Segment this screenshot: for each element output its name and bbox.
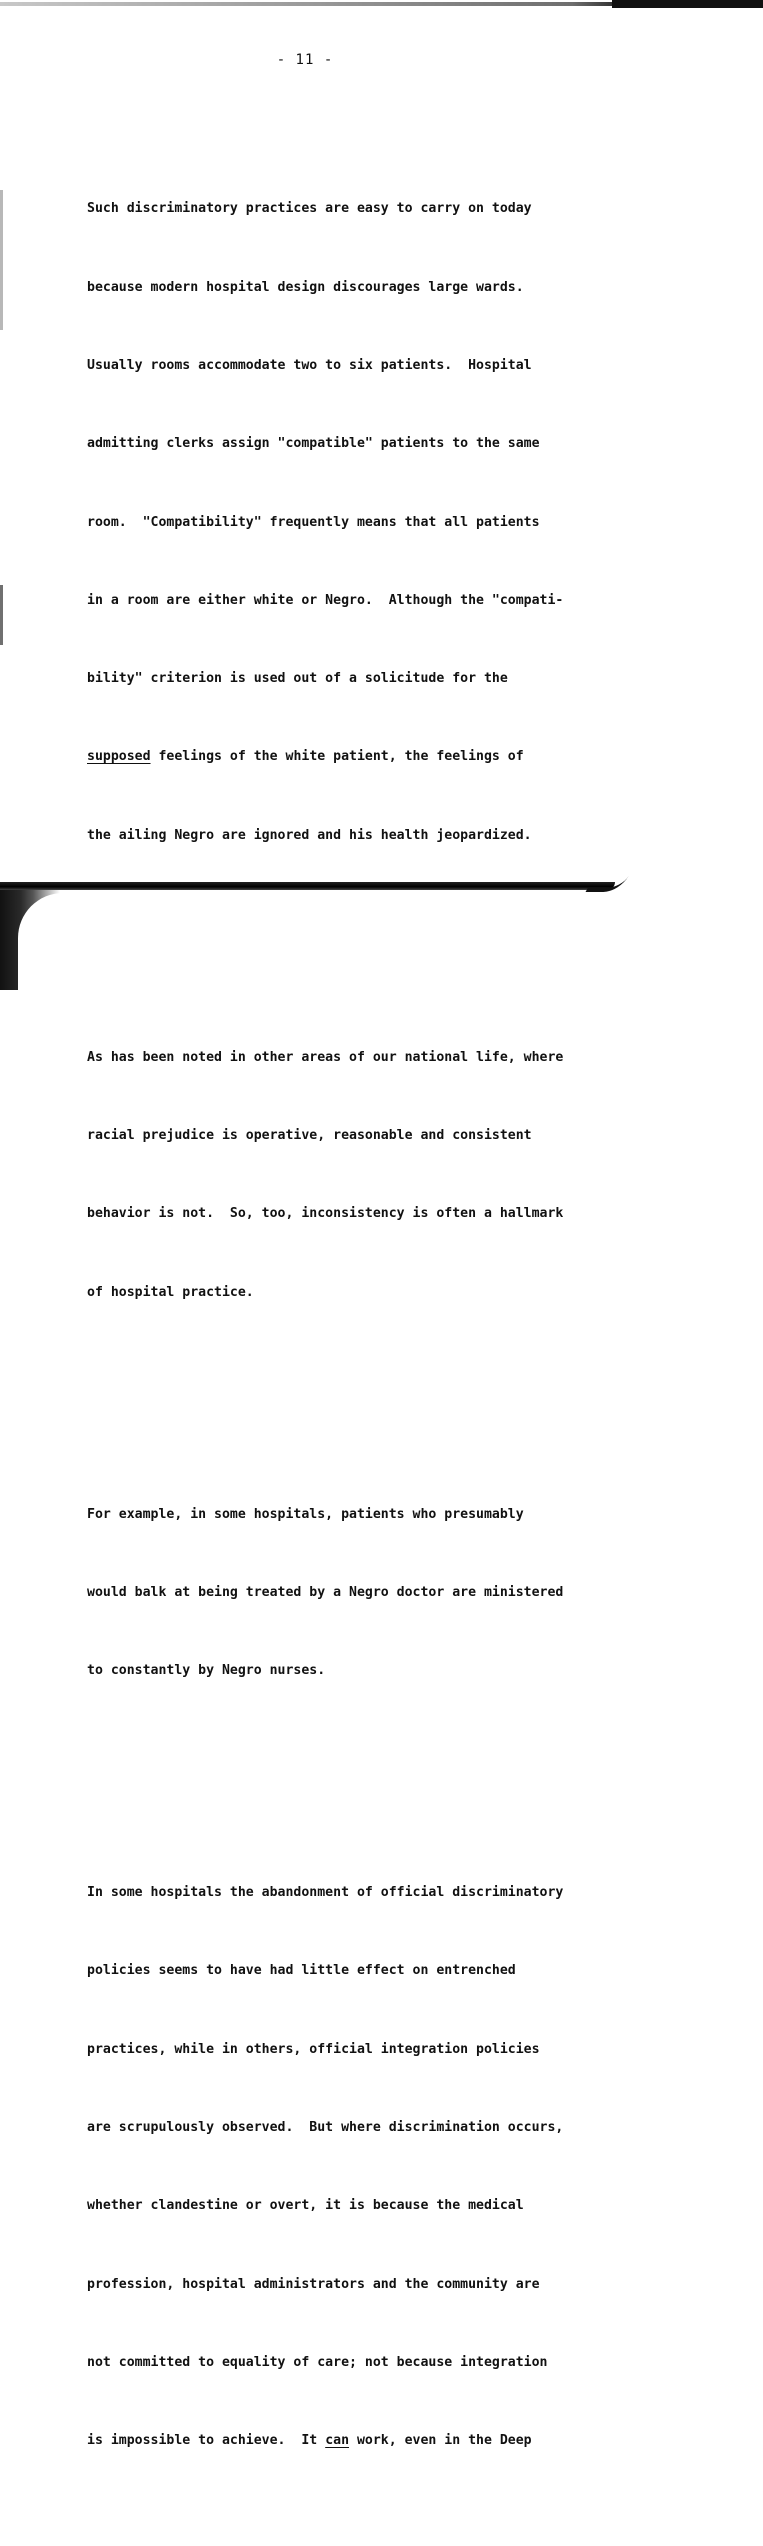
text-line: admitting clerks assign "compatible" patients to the same bbox=[87, 436, 540, 452]
text-line: practices, while in others, official integration policies bbox=[87, 2041, 540, 2057]
text-line bbox=[87, 2428, 587, 2454]
underlined-word: can bbox=[325, 2433, 350, 2449]
text-line: racial prejudice is operative, reasonable and consistent bbox=[87, 1127, 532, 1143]
bottom-edge-rule bbox=[0, 882, 615, 890]
text-line: are scrupulously observed. But where discrimination occurs, bbox=[87, 2120, 564, 2136]
text-fragment: is impossible to achieve. It bbox=[87, 2433, 326, 2449]
text-line: of hospital practice. bbox=[87, 1284, 254, 1300]
text-line: in a room are either white or Negro. Although the "compati- bbox=[87, 592, 564, 608]
text-line: room. "Compatibility" frequently means that all patients bbox=[87, 514, 540, 530]
text-line bbox=[87, 744, 587, 770]
page-number: - 11 - bbox=[276, 52, 334, 68]
text-line: Usually rooms accommodate two to six patients. Hospital bbox=[87, 357, 532, 373]
paragraph-1 bbox=[87, 144, 587, 901]
text-line: not committed to equality of care; not because integration bbox=[87, 2354, 548, 2370]
text-line: whether clandestine or overt, it is because the medical bbox=[87, 2198, 524, 2214]
paragraph-3 bbox=[87, 1449, 587, 1736]
text-line: As has been noted in other areas of our national life, where bbox=[87, 1049, 564, 1065]
top-edge-rule-dark bbox=[612, 0, 763, 8]
text-line: For example, in some hospitals, patients who presumably bbox=[87, 1506, 524, 1522]
paragraph-4 bbox=[87, 1828, 587, 2506]
text-line: bility" criterion is used out of a solicitude for the bbox=[87, 671, 508, 687]
paragraph-2 bbox=[87, 992, 587, 1357]
left-margin-scan-mark bbox=[0, 190, 3, 330]
text-line: Such discriminatory practices are easy to carry on today bbox=[87, 201, 532, 217]
text-line: would balk at being treated by a Negro doctor are ministered bbox=[87, 1584, 564, 1600]
text-line: because modern hospital design discourages large wards. bbox=[87, 279, 524, 295]
bottom-edge-rule-tail bbox=[585, 876, 628, 892]
text-line: the ailing Negro are ignored and his health jeopardized. bbox=[87, 827, 532, 843]
text-line: In some hospitals the abandonment of official discriminatory bbox=[87, 1885, 564, 1901]
text-fragment: feelings of the white patient, the feelings of bbox=[150, 749, 524, 765]
underlined-word: supposed bbox=[87, 749, 151, 765]
text-line: profession, hospital administrators and the community are bbox=[87, 2276, 540, 2292]
text-line: behavior is not. So, too, inconsistency is often a hallmark bbox=[87, 1206, 564, 1222]
text-line: policies seems to have had little effect on entrenched bbox=[87, 1963, 516, 1979]
document-body bbox=[87, 92, 587, 2546]
text-line: to constantly by Negro nurses. bbox=[87, 1663, 326, 1679]
text-fragment: work, even in the Deep bbox=[349, 2433, 532, 2449]
left-margin-scan-mark bbox=[0, 585, 3, 645]
